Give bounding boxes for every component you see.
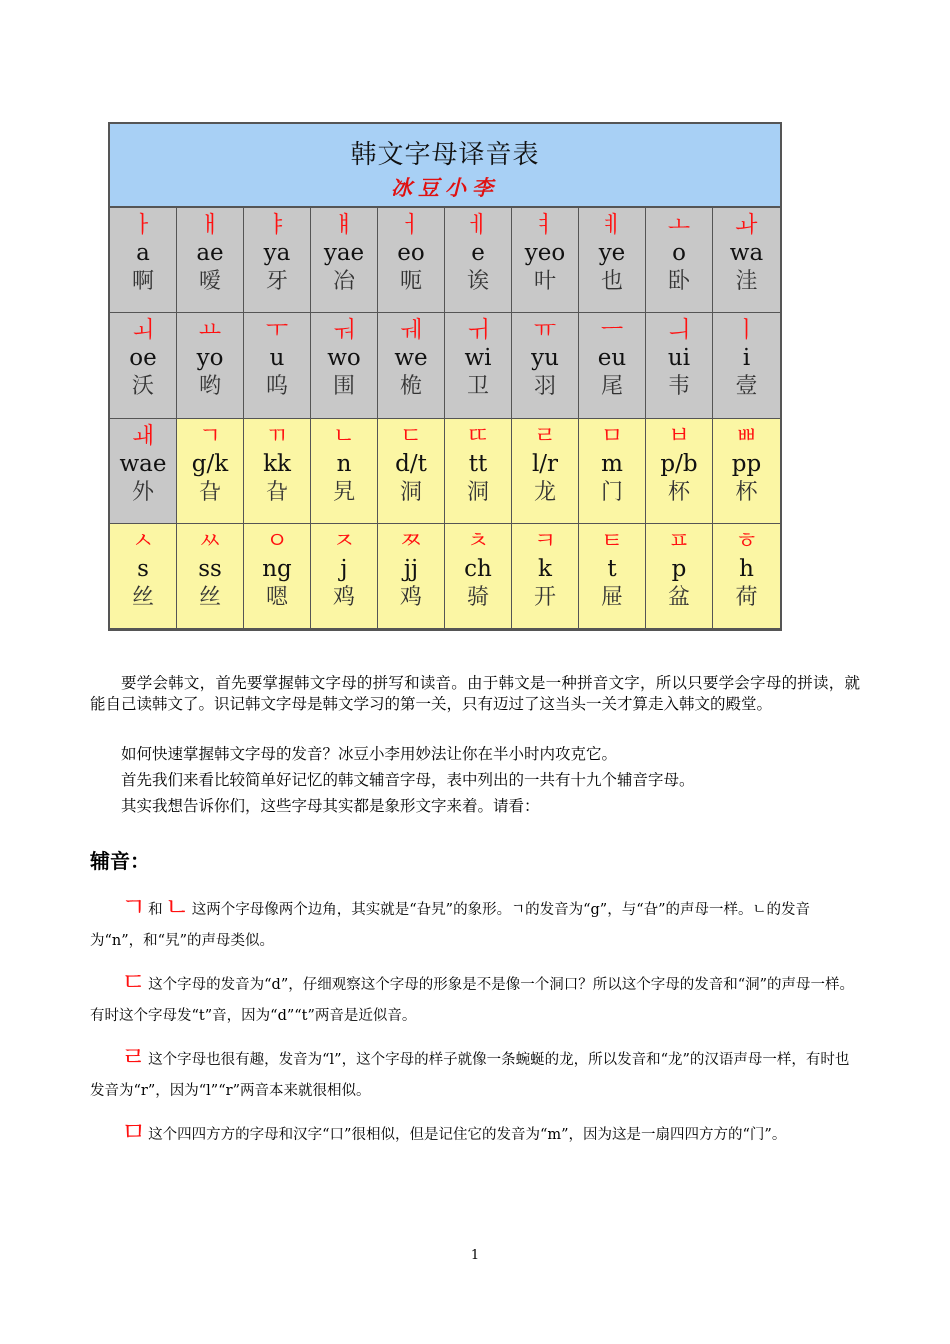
chart-hanzi: 洼 — [735, 269, 758, 294]
chart-hanzi: 杯 — [735, 479, 758, 505]
chart-hanzi: 啊 — [131, 269, 154, 294]
chart-jamo: ㅌ — [600, 527, 624, 554]
chart-romanization: a — [136, 240, 150, 266]
chart-jamo: ㅐ — [198, 212, 222, 238]
chart-cell — [311, 419, 378, 524]
chart-romanization: p/b — [660, 450, 698, 477]
chart-jamo: ㅁ — [600, 422, 624, 449]
chart-jamo: ㅙ — [131, 422, 155, 449]
chart-romanization: ye — [598, 240, 626, 266]
chart-cell — [713, 313, 780, 418]
chart-romanization: we — [394, 345, 428, 372]
chart-jamo: ㅂ — [667, 422, 691, 449]
chart-cell — [110, 313, 177, 418]
chart-jamo: ㅑ — [265, 212, 289, 238]
chart-jamo: ㅏ — [131, 212, 155, 238]
chart-hanzi: 韦 — [667, 374, 690, 400]
chart-hanzi: 叶 — [533, 269, 556, 294]
chart-romanization: wae — [119, 450, 167, 477]
chart-cell — [579, 419, 646, 524]
chart-title: 韩文字母译音表 — [350, 140, 540, 170]
chart-cell — [512, 208, 579, 313]
chart-hanzi: 杯 — [667, 479, 690, 505]
chart-hanzi: 鸡 — [399, 584, 422, 610]
chart-romanization: wi — [464, 345, 492, 372]
chart-cell — [579, 208, 646, 313]
chart-cell — [646, 208, 713, 313]
chart-romanization: t — [607, 555, 617, 582]
chart-jamo: ㅉ — [399, 527, 423, 554]
chart-hanzi: 旯 — [332, 479, 355, 505]
chart-hanzi: 冶 — [332, 269, 355, 294]
intro-paragraph-1: 要学会韩文，首先要掌握韩文字母的拼写和读音。由于韩文是一种拼音文字，所以只要学会字母的拼读，就能自己读韩文了。识记韩文字母是韩文学习的第一关，只有迈过了这当头一关才算走入韩文的殿堂。 — [90, 674, 860, 713]
chart-romanization: yu — [531, 345, 559, 372]
chart-cell — [579, 313, 646, 418]
chart-romanization: i — [742, 345, 751, 372]
chart-cell — [512, 524, 579, 629]
chart-cell — [244, 313, 311, 418]
consonant-explanation-4 — [90, 1118, 860, 1151]
chart-romanization: oe — [129, 345, 157, 372]
chart-hanzi: 羽 — [533, 374, 556, 400]
chart-romanization: h — [739, 555, 754, 582]
chart-romanization: o — [672, 240, 686, 266]
page-number: 1 — [470, 1248, 480, 1263]
chart-romanization: ya — [263, 240, 291, 266]
chart-signature: 冰豆小李 — [391, 175, 499, 200]
intro-paragraph-2: 如何快速掌握韩文字母的发音？冰豆小李用妙法让你在半小时内攻克它。 — [121, 745, 618, 763]
chart-hanzi: 旮 — [265, 479, 288, 505]
chart-romanization: pp — [731, 450, 762, 477]
chart-jamo: ㅍ — [667, 527, 691, 554]
chart-cell — [445, 208, 512, 313]
chart-header — [110, 124, 780, 208]
chart-hanzi: 卫 — [466, 374, 489, 400]
chart-romanization: d/t — [395, 450, 427, 477]
chart-hanzi: 龙 — [533, 479, 556, 505]
chart-jamo: ㅋ — [533, 527, 557, 554]
connector-text: 和 — [148, 902, 163, 918]
chart-cell — [646, 524, 713, 629]
chart-hanzi: 门 — [600, 479, 623, 505]
chart-jamo: ㅝ — [332, 317, 356, 344]
chart-cell — [311, 524, 378, 629]
chart-romanization: kk — [263, 450, 291, 477]
translit-chart — [108, 122, 782, 631]
chart-cell — [110, 208, 177, 313]
chart-romanization: u — [269, 345, 285, 372]
chart-hanzi: 外 — [131, 479, 154, 505]
chart-cell — [311, 313, 378, 418]
chart-hanzi: 屉 — [600, 584, 623, 610]
chart-hanzi: 旮 — [198, 479, 221, 505]
intro-paragraph-3: 首先我们来看比较简单好记忆的韩文辅音字母，表中列出的一共有十九个辅音字母。 — [121, 771, 695, 789]
jamo-d-glyph: ㄷ — [121, 968, 147, 998]
chart-romanization: g/k — [191, 450, 229, 477]
chart-jamo: ㅣ — [735, 317, 758, 344]
chart-romanization: l/r — [531, 450, 559, 477]
consonant-explanation-1 — [90, 893, 860, 957]
chart-hanzi: 尾 — [600, 374, 623, 400]
chart-romanization: p — [671, 555, 687, 582]
intro-paragraph-4: 其实我想告诉你们，这些字母其实都是象形文字来着。请看： — [121, 797, 540, 815]
chart-jamo: ㅔ — [466, 212, 490, 238]
chart-hanzi: 桅 — [399, 374, 422, 400]
chart-cell — [579, 524, 646, 629]
consonant-explanation-3 — [90, 1043, 860, 1107]
explanation-text: 这个字母也很有趣，发音为“l”，这个字母的样子就像一条蜿蜒的龙，所以发音和“龙”的汉语声母一样，有时也发音为“r”，因为“l”“r”两音本来就很相似。 — [90, 1052, 850, 1099]
chart-jamo: ㅓ — [399, 212, 423, 238]
chart-cell — [378, 419, 445, 524]
section-heading: 辅音： — [90, 849, 150, 873]
chart-romanization: e — [471, 240, 485, 266]
chart-hanzi: 牙 — [265, 269, 288, 294]
chart-hanzi: 丝 — [131, 584, 154, 610]
chart-romanization: yae — [323, 240, 365, 266]
chart-hanzi: 洞 — [466, 479, 489, 505]
chart-jamo: ㅒ — [332, 212, 356, 238]
chart-romanization: ng — [262, 555, 292, 582]
chart-romanization: eu — [597, 345, 627, 372]
chart-grid — [110, 208, 780, 629]
chart-romanization: yo — [196, 345, 224, 372]
chart-cell — [713, 208, 780, 313]
chart-jamo: ㅖ — [600, 212, 624, 238]
chart-hanzi: 盆 — [667, 584, 690, 610]
chart-cell — [646, 313, 713, 418]
chart-cell — [445, 524, 512, 629]
jamo-g-glyph: ㄱ — [121, 893, 147, 923]
chart-romanization: s — [137, 555, 149, 582]
chart-hanzi: 呃 — [399, 269, 422, 294]
chart-cell — [512, 313, 579, 418]
chart-hanzi: 也 — [600, 269, 623, 294]
jamo-m-glyph: ㅁ — [121, 1118, 147, 1148]
chart-jamo: ㅃ — [735, 422, 758, 449]
chart-romanization: eo — [397, 240, 425, 266]
chart-jamo: ㅛ — [198, 317, 222, 344]
chart-jamo: ㅕ — [533, 212, 557, 238]
explanation-text: 这两个字母像两个边角，其实就是“旮旯”的象形。ㄱ的发音为“g”，与“旮”的声母一样。ㄴ的发音为“n”，和“旯”的声母类似。 — [90, 902, 811, 949]
chart-cell — [177, 524, 244, 629]
chart-jamo: ㅅ — [131, 527, 155, 554]
chart-hanzi: 诶 — [466, 269, 489, 294]
chart-jamo: ㅞ — [399, 317, 423, 344]
jamo-n-glyph: ㄴ — [164, 893, 190, 923]
chart-hanzi: 骑 — [466, 584, 489, 610]
chart-cell — [177, 313, 244, 418]
chart-romanization: m — [601, 450, 623, 477]
chart-jamo: ㅟ — [466, 317, 490, 344]
chart-cell — [378, 524, 445, 629]
chart-jamo: ㅎ — [735, 527, 758, 554]
chart-cell — [512, 419, 579, 524]
chart-romanization: j — [340, 555, 348, 582]
explanation-text: 这个字母的发音为“d”，仔细观察这个字母的形象是不是像一个洞口？所以这个字母的发音和“洞”的声母一样。有时这个字母发“t”音，因为“d”“t”两音是近似音。 — [90, 977, 855, 1024]
chart-hanzi: 丝 — [198, 584, 221, 610]
chart-jamo: ㅆ — [198, 527, 222, 554]
chart-cell — [177, 208, 244, 313]
chart-jamo: ㄹ — [533, 422, 557, 449]
chart-cell — [244, 524, 311, 629]
chart-jamo: ㄸ — [466, 422, 490, 449]
chart-cell — [445, 419, 512, 524]
chart-hanzi: 嗯 — [265, 584, 288, 610]
chart-jamo: ㅡ — [600, 317, 624, 344]
chart-jamo: ㅇ — [265, 527, 289, 554]
chart-cell — [646, 419, 713, 524]
chart-cell — [244, 208, 311, 313]
chart-romanization: ch — [464, 555, 492, 582]
chart-hanzi: 鸡 — [332, 584, 355, 610]
chart-cell — [445, 313, 512, 418]
chart-hanzi: 哟 — [198, 374, 221, 400]
chart-romanization: ss — [198, 555, 222, 582]
chart-romanization: n — [336, 450, 352, 477]
chart-jamo: ㄲ — [265, 422, 289, 449]
chart-cell — [713, 524, 780, 629]
chart-hanzi: 开 — [533, 584, 556, 610]
chart-hanzi: 洞 — [399, 479, 422, 505]
chart-cell — [110, 419, 177, 524]
chart-romanization: ae — [196, 240, 224, 266]
consonant-explanation-2 — [90, 968, 860, 1032]
chart-romanization: jj — [403, 555, 419, 582]
chart-hanzi: 沃 — [131, 374, 154, 400]
chart-jamo: ㅜ — [265, 317, 289, 344]
chart-cell — [378, 208, 445, 313]
chart-jamo: ㅠ — [533, 317, 557, 344]
chart-jamo: ㄷ — [399, 422, 423, 449]
chart-cell — [311, 208, 378, 313]
chart-romanization: k — [538, 555, 552, 582]
chart-hanzi: 呜 — [265, 374, 288, 400]
chart-jamo: ㅢ — [667, 317, 691, 344]
explanation-text: 这个四四方方的字母和汉字“口”很相似，但是记住它的发音为“m”，因为这是一扇四四方方的“门”。 — [148, 1127, 787, 1143]
chart-romanization: ui — [667, 345, 691, 372]
chart-romanization: wa — [729, 240, 764, 266]
chart-cell — [110, 524, 177, 629]
chart-jamo: ㅘ — [735, 212, 758, 238]
chart-jamo: ㄱ — [198, 422, 222, 449]
chart-hanzi: 卧 — [667, 269, 690, 294]
chart-cell — [177, 419, 244, 524]
chart-jamo: ㄴ — [332, 422, 356, 449]
chart-jamo: ㅈ — [332, 527, 356, 554]
chart-cell — [378, 313, 445, 418]
chart-romanization: yeo — [524, 240, 566, 266]
chart-jamo: ㅊ — [466, 527, 490, 554]
chart-cell — [713, 419, 780, 524]
chart-cell — [244, 419, 311, 524]
chart-jamo: ㅗ — [667, 212, 691, 238]
chart-romanization: wo — [327, 345, 361, 372]
chart-hanzi: 荷 — [735, 584, 758, 610]
jamo-l-glyph: ㄹ — [121, 1043, 147, 1073]
chart-hanzi: 嗳 — [198, 269, 221, 294]
chart-jamo: ㅚ — [131, 317, 155, 344]
chart-romanization: tt — [468, 450, 488, 477]
chart-hanzi: 壹 — [735, 374, 758, 400]
chart-hanzi: 围 — [332, 374, 355, 400]
